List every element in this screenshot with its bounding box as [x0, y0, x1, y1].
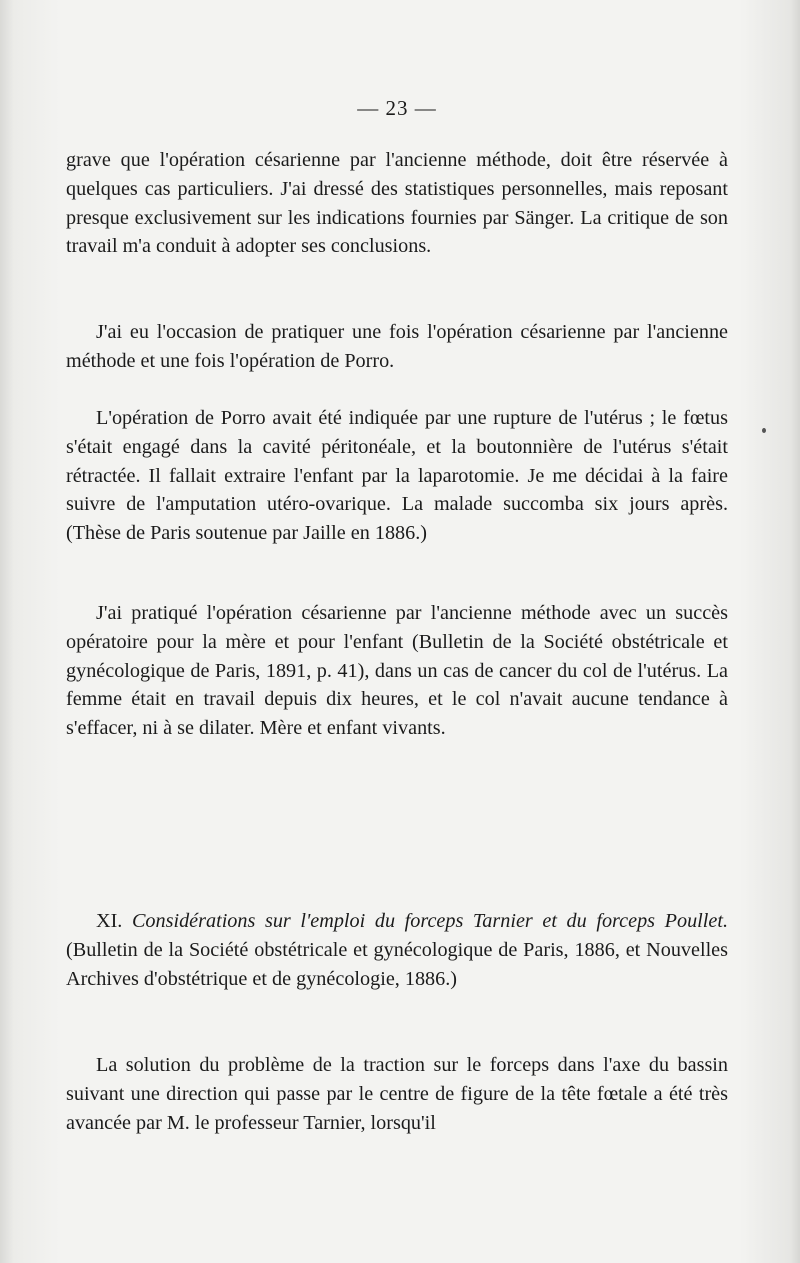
section-title: Considérations sur l'emploi du forceps Tarnier et du forceps Poullet. — [131, 910, 728, 932]
paragraph-cesarean-cancer-case: J'ai pratiqué l'opération césarienne par l'ancienne méthode avec un succès opératoire pour la mère et pour l'enfant (Bulletin de la Société obstétricale et gynécologique de Paris, 1891, p. 41), dans un cas de cancer du col de l'utérus. La femme était en travail depuis dix heures, et le col n'avait aucune tendance à s'effacer, ni à se dilater. Mère et enfant vivants. — [66, 602, 728, 740]
section-xi-heading — [66, 907, 728, 993]
ink-speck — [762, 428, 766, 433]
paragraph-porro-operation: L'opération de Porro avait été indiquée par une rupture de l'utérus ; le fœtus s'était engagé dans la cavité péritonéale, et la boutonnière de l'utérus s'était rétractée. Il fallait extraire l'enfant par la laparotomie. Je me décidai à la faire suivre de l'amputation utéro-ovarique. La malade succomba six jours après. (Thèse de Paris soutenue par Jaille en 1886.) — [66, 407, 728, 545]
paragraph-forceps-traction: La solution du problème de la traction sur le forceps dans l'axe du bassin suivant une direction qui passe par le centre de figure de la tête fœtale a été très avancée par M. le professeur Tarnier, lorsqu'il — [66, 1054, 728, 1134]
paragraph-continuation: grave que l'opération césarienne par l'ancienne méthode, doit être réservée à quelques cas particuliers. J'ai dressé des statistiques personnelles, mais reposant presque exclusivement sur les indications fournies par Sänger. La critique de son travail m'a conduit à adopter ses conclusions. — [66, 149, 728, 258]
paragraph-cesarean-practice: J'ai eu l'occasion de pratiquer une fois l'opération césarienne par l'ancienne méthode et une fois l'opération de Porro. — [66, 321, 728, 372]
page-number: — 23 — — [357, 96, 437, 120]
section-reference: (Bulletin de la Société obstétricale et gynécologique de Paris, 1886, et Nouvelles Archives d'obstétrique et de gynécologie, 1886.) — [66, 938, 728, 990]
section-number: XI. — [96, 910, 123, 932]
